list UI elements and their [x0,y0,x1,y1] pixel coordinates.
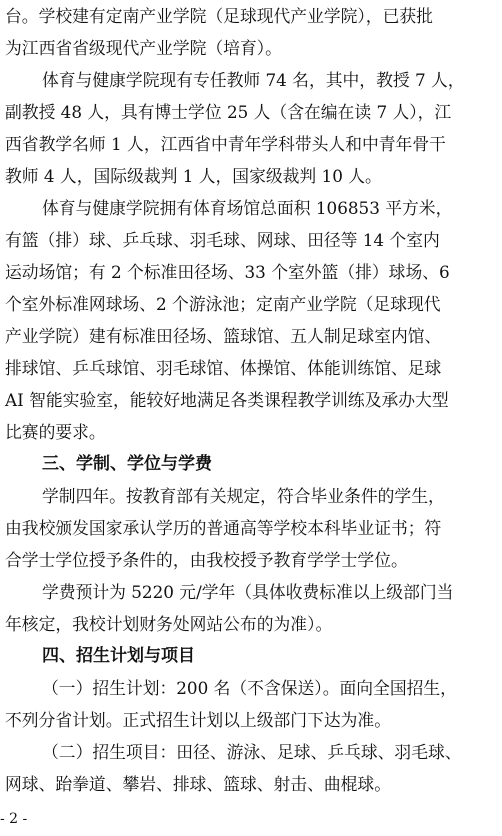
text-line: 教师 4 人，国际级裁判 1 人，国家级裁判 10 人。 [5,166,382,186]
page-number: - 2 - [0,811,28,827]
text-line: （二）招生项目：田径、游泳、足球、乒乓球、羽毛球、 [42,742,462,762]
section-heading: 三、学制、学位与学费 [42,454,212,474]
text-line: 体育与健康学院现有专任教师 74 名，其中，教授 7 人， [42,70,465,90]
text-line: 体育与健康学院拥有体育场馆总面积 106853 平方米， [42,198,453,218]
text-line: 副教授 48 人，具有博士学位 25 人（含在编在读 7 人），江 [5,102,452,122]
text-line: 由我校颁发国家承认学历的普通高等学校本科毕业证书；符 [5,518,442,538]
text-line: 合学士学位授予条件的，由我校授予教育学学士学位。 [5,550,408,570]
text-line: 学制四年。按教育部有关规定，符合毕业条件的学生， [42,486,445,506]
text-line: 有篮（排）球、乒乓球、羽毛球、网球、田径等 14 个室内 [5,230,440,250]
text-line: 为江西省省级现代产业学院（培育）。 [5,38,282,58]
text-line: 个室外标准网球场、2 个游泳池；定南产业学院（足球现代 [5,294,441,314]
section-heading: 四、招生计划与项目 [42,646,195,666]
text-line: 西省教学名师 1 人，江西省中青年学科带头人和中青年骨干 [5,134,446,154]
text-line: 排球馆、乒乓球馆、羽毛球馆、体操馆、体能训练馆、足球 [5,358,442,378]
text-line: 年核定，我校计划财务处网站公布的为准）。 [5,614,333,634]
text-line: 不列分省计划。正式招生计划以上级部门下达为准。 [5,710,391,730]
text-line: 比赛的要求。 [5,422,106,442]
text-line: AI 智能实验室，能较好地满足各类课程教学训练及承办大型 [5,390,449,410]
text-line: （一）招生计划：200 名（不含保送）。面向全国招生， [42,678,457,698]
text-line: 运动场馆；有 2 个标准田径场、33 个室外篮（排）球场、6 [5,262,450,282]
text-line: 学费预计为 5220 元/学年（具体收费标准以上级部门当 [42,582,454,602]
text-line: 台。学校建有定南产业学院（足球现代产业学院），已获批 [5,6,433,26]
text-line: 网球、跆拳道、攀岩、排球、篮球、射击、曲棍球。 [5,774,391,794]
text-line: 产业学院）建有标准田径场、篮球馆、五人制足球室内馆、 [5,326,442,346]
